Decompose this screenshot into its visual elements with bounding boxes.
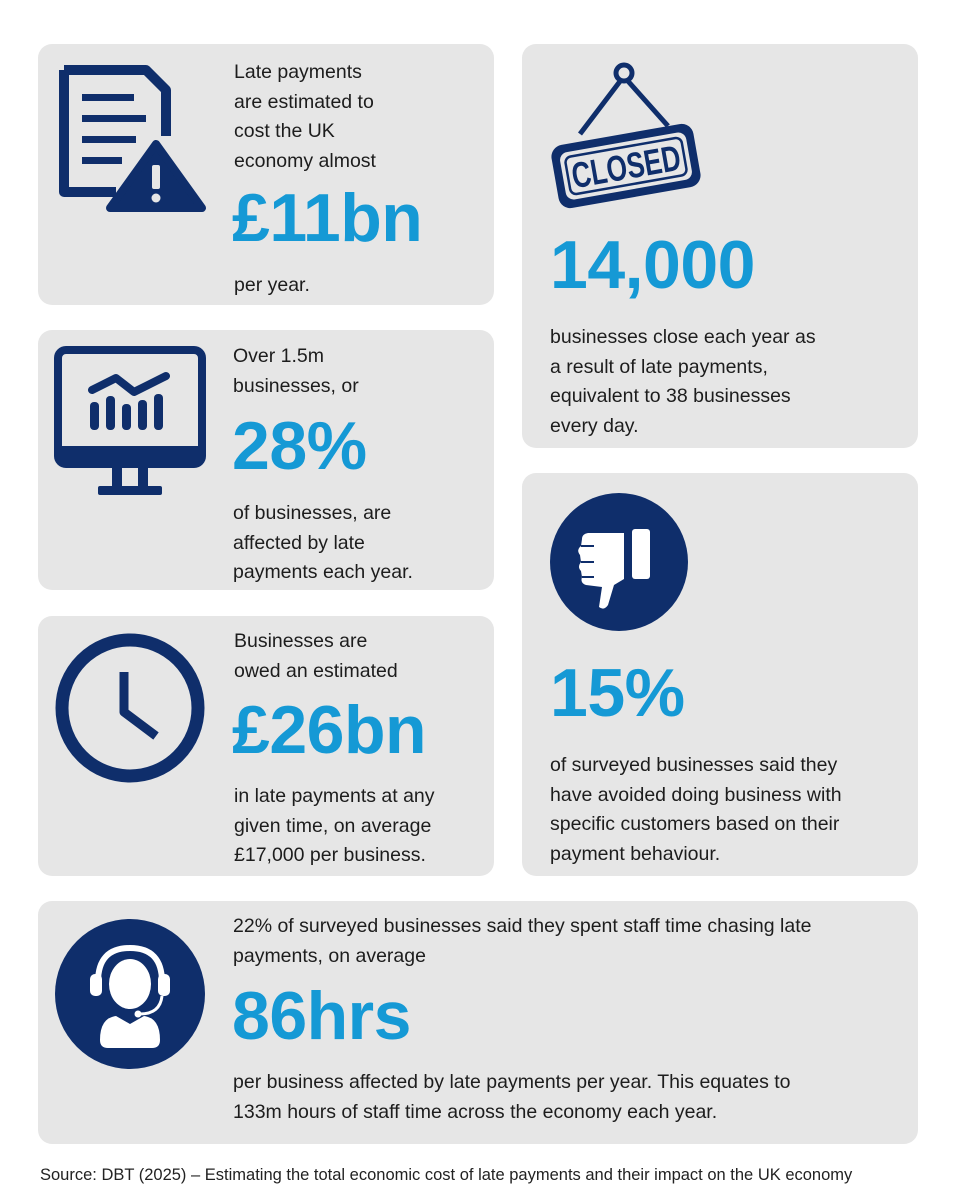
stat-description: per year. xyxy=(234,274,310,296)
stat-intro-text: Over 1.5m businesses, or xyxy=(233,345,359,397)
closed-sign-text: CLOSED xyxy=(568,129,724,197)
stat-card-avoided-customers xyxy=(522,473,918,876)
stat-card-business-closures xyxy=(522,44,918,448)
stat-description: per business affected by late payments per year. This equates to 133m hours of staff time across the economy each year. xyxy=(233,1071,791,1123)
stat-card-amount-owed xyxy=(38,616,494,876)
stat-description: businesses close each year as a result of late payments, equivalent to 38 businesses every day. xyxy=(550,326,816,437)
stat-card-affected-businesses xyxy=(38,330,494,590)
stat-value: 86hrs xyxy=(232,978,411,1054)
stat-intro-text: 22% of surveyed businesses said they spent staff time chasing late payments, on average xyxy=(233,915,812,967)
stat-intro-text: Businesses are owed an estimated xyxy=(234,630,398,682)
thumbs-down-icon xyxy=(548,491,690,633)
headset-person-icon xyxy=(54,918,206,1070)
stat-intro-text: Late payments are estimated to cost the UK economy almost xyxy=(234,61,376,172)
document-warning-icon xyxy=(54,62,206,212)
stat-value: 28% xyxy=(232,408,367,484)
closed-sign-icon xyxy=(548,62,724,204)
stat-description: of businesses, are affected by late payments each year. xyxy=(233,502,413,583)
monitor-chart-icon xyxy=(54,346,206,500)
stat-card-staff-time xyxy=(38,901,918,1144)
stat-description: of surveyed businesses said they have avoided doing business with specific customers based on their payment behaviour. xyxy=(550,754,842,865)
stat-card-late-payment-cost xyxy=(38,44,494,305)
stat-value: £26bn xyxy=(232,692,427,768)
stat-value: £11bn xyxy=(232,180,423,256)
stat-description: in late payments at any given time, on average £17,000 per business. xyxy=(234,785,435,866)
stat-value: 14,000 xyxy=(550,227,755,303)
stat-value: 15% xyxy=(550,655,685,731)
clock-icon xyxy=(54,632,206,784)
source-citation: Source: DBT (2025) – Estimating the total economic cost of late payments and their impact on the UK economy xyxy=(40,1166,853,1184)
